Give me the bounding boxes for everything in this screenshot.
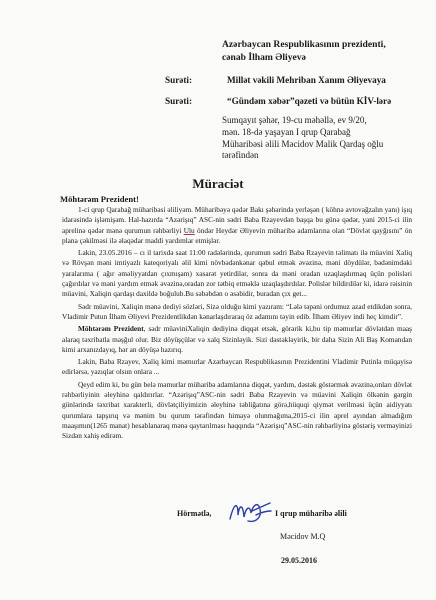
paragraph-6: Qeyd edim ki, bu gün belə məmurlar müharibə adamlarına diqqət, yardım, dəstək göstərmək əvəzinə,onları dövlət rəhbərliyinin əleyhinə qaldırırlar. “Azərişıq”ASC-nin sədri Baba Rzayevin və müavini Xaliqin ölkənin gərgin günlərində təxribat xarakterli, dövlətçiliyimizin əleyhinə təbliğatına görə,hüquqi qiymət verilməsi üçün aidiyyatı qurumlara tapşırıq və mənim bu qurum tərəfindən himayə olunmağıma,2015-ci ilin aprel ayından almadığım maaşımın(1265 manat) hesablanaraq mənə qaytarılması haqqında “Azərişıq”ASC-nin rəhbərliyinə göstəriş verməyinizi Sizdən xahiş edirəm.	[62, 379, 412, 441]
paragraph-1-text: 1-ci qrup Qarabağ müharibəsi əliliyəm. Müharibəyə qədər Bakı şəhərində yerləşən ( köhnə avtovağzalın yanı) işıq idarəsində işləmişəm. Hal-hazırda “Azərişıq” ASC-nin sədri Baba Rzayevdən başqa bu günə qədər, yani 2015-ci ilin aprelinə qədər mənə qurumun rəhbərliyi	[62, 205, 412, 235]
sender-block	[222, 115, 422, 162]
paragraph-4	[62, 324, 412, 355]
sender-line-2: mən. 18-də yaşayan I qrup Qarabağ	[222, 126, 351, 137]
copy-label: Surəti:	[165, 75, 193, 85]
letter-title: Müraciət	[192, 176, 244, 191]
sender-line-3: Müharibəsi əlili Məcidov Malik Qardaş oğlu	[222, 138, 384, 149]
paragraph-3: Sədr müavini, Xaliqin mənə dediyi sözləri, Sizə olduğu kimi yazıram: “Lələ təpəni ordumuz azad etdikdən sonra, Vladimir Putun İlham Əliyevi Prezidentlikdən kənarlaşdıraraq öz adamını təyin edib. İlham Əliyev indi heç kimdir”.	[62, 301, 412, 321]
closing-title: I qrup müharibə əlili	[275, 509, 347, 518]
sender-line-1: Sumqayıt şəhər, 19-cu məhəllə, ev 9/20,	[222, 115, 367, 125]
paragraph-4-text: , sədr müaviniXaliqin dediyinə diqqət etsək, görərik ki,bu tip məmurlar dövlətdən maaş alaraq təxribatla məşğul olur. Biz döyüşçülər və xalq Sizinləyik. Sizi dəstəkləyirik, bir daha Sizin Ali Baş Komandan kimi arxanızdayıq, hər an döyüşə hazırıq.	[62, 324, 413, 354]
paragraph-1	[62, 205, 412, 246]
closing-regards: Hörmətlə,	[177, 509, 212, 518]
copy-label: Surəti:	[165, 96, 193, 106]
sender-line-4: tərəfindən	[222, 150, 259, 161]
signature-icon	[226, 497, 274, 527]
paragraph-5: Lakin, Baba Rzayev, Xaliq kimi məmurlar Azərbaycan Respublikasının Prezidentini Vladimir Putinlə müqayisə edirlərsə, yazıqlar olsun onlara ...	[62, 357, 412, 377]
underlined-word: Ulu	[183, 225, 195, 235]
copy-recipient: “Gündəm xəbər”qəzeti və bütün KİV-lərə	[227, 96, 392, 106]
copy-recipient: Millət vəkili Mehriban Xanım Əliyevaya	[227, 75, 386, 85]
letter-date: 29.05.2016	[281, 556, 317, 565]
salutation: Möhtərəm Prezident!	[60, 194, 139, 204]
addressee-line-1: Azərbaycan Respublikasının prezidenti,	[222, 39, 386, 50]
paragraph-2: Lakin, 23.05.2016 – cı il tarixdə saat 11:00 radələrində, qurumun sədri Baba Rzayevin təlimatı ilə müavini Xaliq və Rövşən məni imtiyazlı kateqoriyalı əlil kimi növbədənkənar qəbul etmək əvəzinə, məni döydülər, bədənimdəki yaralarıma ( ağır əməliyyatdan çıxmışam) xəsarət yetirdilər, sonra da məni oradan uzaqlaşdırmaq üçün polisləri çağırdılar və məni yardım etmək əvəzinə,oradan zor tətbiq etməklə uzaqlaşdırdılar. Polislər bildirdilər ki, idarə rəisinin müavini, Xaliqin qardaşı daxildə boğulub.Bu səbəbdən o əsəbidir, buradan çıx get...	[62, 248, 412, 299]
signer-name: Məcidov M.Q	[280, 532, 326, 541]
paragraph-1-text-end: öndər Heydər Əliyevin müharibə adamlarına olan “Dövlət qayğısını” ön plana çəkilməsi ilə əlaqədar maddi yardımlar etmişlər.	[62, 225, 412, 245]
letter-body	[62, 205, 412, 442]
paragraph-4-lead: Möhtərəm Prezident	[78, 324, 144, 334]
addressee-line-2: cənab İlham Əliyevə	[222, 52, 306, 63]
addressee	[222, 38, 422, 64]
